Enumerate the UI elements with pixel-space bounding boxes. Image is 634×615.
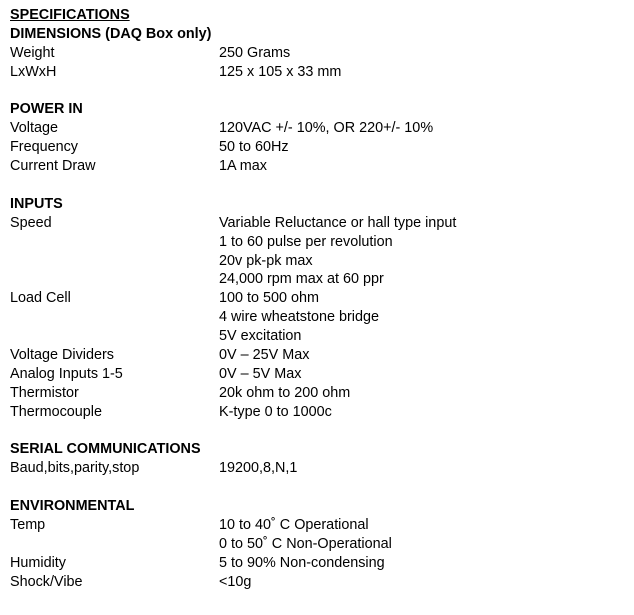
spec-row — [10, 516, 630, 535]
spec-value: Variable Reluctance or hall type input — [219, 214, 457, 231]
spec-sections — [10, 25, 630, 592]
spec-value: 1 to 60 pulse per revolution — [219, 233, 393, 250]
section-spacer — [10, 176, 630, 195]
spec-row — [10, 403, 630, 422]
spec-label: Humidity — [10, 554, 66, 571]
spec-value: 0V – 5V Max — [219, 365, 302, 382]
spec-value: 50 to 60Hz — [219, 139, 289, 156]
spec-row — [10, 119, 630, 138]
spec-row — [10, 365, 630, 384]
spec-row — [10, 327, 630, 346]
spec-row — [10, 252, 630, 271]
spec-label: Frequency — [10, 139, 78, 156]
spec-row — [10, 289, 630, 308]
spec-label: Thermocouple — [10, 403, 102, 420]
spec-value: 5 to 90% Non-condensing — [219, 554, 385, 571]
spec-value: 10 to 40˚ C Operational — [219, 517, 369, 534]
spec-label: LxWxH — [10, 63, 57, 80]
section-spacer — [10, 82, 630, 101]
section-heading: POWER IN — [10, 101, 83, 118]
spec-row — [10, 63, 630, 82]
spec-label: Baud,bits,parity,stop — [10, 460, 140, 477]
spec-row — [10, 233, 630, 252]
spec-row — [10, 44, 630, 63]
spec-row — [10, 214, 630, 233]
spec-value: 19200,8,N,1 — [219, 460, 298, 477]
spec-row — [10, 346, 630, 365]
spec-value: K-type 0 to 1000c — [219, 403, 332, 420]
spec-label: Current Draw — [10, 158, 96, 175]
spec-label: Speed — [10, 214, 52, 231]
spec-value: 0V – 25V Max — [219, 347, 310, 364]
spec-value: 1A max — [219, 158, 267, 175]
spec-value: 0 to 50˚ C Non-Operational — [219, 535, 392, 552]
spec-label: Temp — [10, 517, 46, 534]
spec-label: Voltage Dividers — [10, 347, 114, 364]
spec-row — [10, 138, 630, 157]
spec-row — [10, 573, 630, 592]
spec-row — [10, 308, 630, 327]
spec-row — [10, 157, 630, 176]
spec-label: Voltage — [10, 120, 59, 137]
spec-value: 5V excitation — [219, 328, 302, 345]
spec-value: <10g — [219, 573, 252, 590]
spec-value: 125 x 105 x 33 mm — [219, 63, 342, 80]
spec-label: Weight — [10, 44, 55, 61]
spec-label: Load Cell — [10, 290, 71, 307]
section-heading: SERIAL COMMUNICATIONS — [10, 441, 201, 458]
section-heading: ENVIRONMENTAL — [10, 498, 135, 515]
spec-value: 250 Grams — [219, 44, 291, 61]
document-title: SPECIFICATIONS — [10, 7, 130, 23]
spec-value: 100 to 500 ohm — [219, 290, 320, 307]
spec-value: 20v pk-pk max — [219, 252, 313, 269]
section-spacer — [10, 478, 630, 497]
spec-row — [10, 384, 630, 403]
spec-row — [10, 270, 630, 289]
spec-label: Thermistor — [10, 384, 79, 401]
section-heading: INPUTS — [10, 195, 63, 212]
spec-value: 4 wire wheatstone bridge — [219, 309, 379, 326]
spec-value: 120VAC +/- 10%, OR 220+/- 10% — [219, 120, 434, 137]
spec-row — [10, 535, 630, 554]
spec-row — [10, 554, 630, 573]
section-heading: DIMENSIONS (DAQ Box only) — [10, 25, 212, 42]
section-spacer — [10, 422, 630, 441]
spec-value: 24,000 rpm max at 60 ppr — [219, 271, 384, 288]
spec-row — [10, 459, 630, 478]
spec-value: 20k ohm to 200 ohm — [219, 384, 351, 401]
specifications-document — [10, 6, 630, 592]
spec-label: Analog Inputs 1-5 — [10, 365, 123, 382]
spec-label: Shock/Vibe — [10, 573, 83, 590]
